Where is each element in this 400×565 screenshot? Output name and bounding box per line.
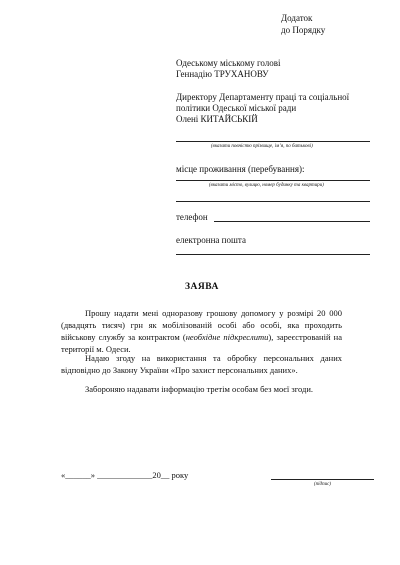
paragraph-request-part-2: ), зареєстрованій на території м. Одеси. bbox=[61, 332, 342, 354]
residence-label: місце проживання (перебування): bbox=[176, 164, 305, 174]
director-line-2: політики Одеської міської ради bbox=[176, 103, 297, 113]
mayor-name: Геннадію ТРУХАНОВУ bbox=[176, 69, 269, 79]
paragraph-prohibition bbox=[61, 383, 342, 395]
paragraph-consent bbox=[61, 352, 342, 376]
director-line-1: Директору Департаменту праці та соціальної bbox=[176, 92, 350, 102]
applicant-name-hint: (вказати повністю прізвище, ім’я, по батькові) bbox=[211, 144, 313, 149]
signature-line[interactable] bbox=[271, 479, 374, 480]
director-name: Олені КИТАЙСЬКІЙ bbox=[176, 114, 258, 124]
email-line[interactable] bbox=[176, 254, 370, 255]
paragraph-consent-text: Надаю згоду на використання та обробку персональних даних відповідно до Закону України «Про захист персональних даних». bbox=[61, 353, 342, 375]
date-field[interactable]: «______» _____________20__ року bbox=[61, 470, 189, 480]
signature-hint: (підпис) bbox=[314, 482, 331, 487]
address-hint: (вказати місто, вулицю, номер будинку та квартири) bbox=[209, 183, 324, 188]
applicant-name-line[interactable] bbox=[176, 141, 370, 142]
phone-line[interactable] bbox=[214, 221, 370, 222]
annex-line-2: до Порядку bbox=[281, 25, 326, 35]
residence-line-2[interactable] bbox=[176, 201, 370, 202]
residence-line[interactable] bbox=[176, 180, 370, 181]
email-label: електронна пошта bbox=[176, 235, 246, 245]
document-title: ЗАЯВА bbox=[185, 282, 219, 292]
paragraph-prohibition-text: Забороняю надавати інформацію третім особам без моєї згоди. bbox=[85, 384, 314, 394]
paragraph-request bbox=[61, 307, 342, 355]
paragraph-request-part-1: Прошу надати мені одноразову грошову допомогу у розмірі 20 000 (двадцять тисяч) грн як мобілізованій особі або особі, яка проходить військову службу за контрактом ( bbox=[61, 308, 342, 342]
paragraph-request-italic: необхідне підкреслити bbox=[185, 332, 269, 342]
phone-label: телефон bbox=[176, 212, 208, 222]
mayor-title: Одеському міському голові bbox=[176, 58, 281, 68]
annex-line-1: Додаток bbox=[281, 13, 313, 23]
